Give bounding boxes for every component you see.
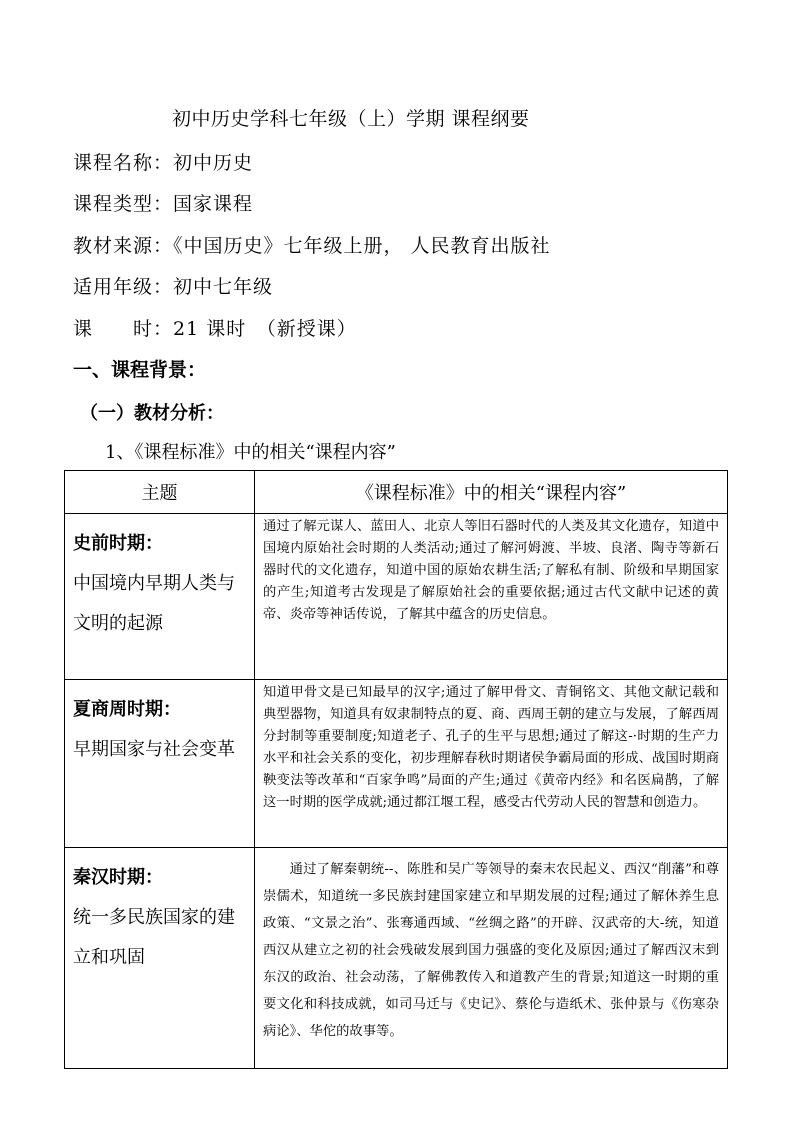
topic-label: 早期国家与社会变革 [73,739,235,760]
table-row [65,680,728,848]
curriculum-table [64,470,728,1069]
table-row [65,848,728,1069]
topic-cell [65,848,255,1069]
table-row [65,514,728,680]
content-cell: 知道甲骨文是已知最早的汉字;通过了解甲骨文、青铜铭文、其他文献记载和典型器物，知道具有奴隶制特点的夏、商、西周王朝的建立与发展，了解西周分封制等重要制度;知道老子、孔子的生平与思想;通过了解这-·时期的生产力水平和社会关系的变化，初步理解春秋时期诸侯争霸局面的形成、战国时期商鞅变法等改革和“百家争鸣”局面的产生;通过《黄帝内经》和名医扁鹊，了解这一时期的医学成就;通过都江堰工程，感受古代劳动人民的智慧和创造力。 [255,680,728,848]
topic-label: 统一多民族国家的建立和巩固 [73,907,235,968]
section-heading-curriculum-content: 1、《课程标准》中的相关“课程内容” [105,442,396,463]
course-name-line: 课程名称：初中历史 [73,152,254,174]
table-header-row [65,471,728,514]
hours-line: 课 时：21 课时 （新授课） [73,318,357,340]
header-content: 《课程标准》中的相关“课程内容” [255,471,728,514]
page-title: 初中历史学科七年级（上）学期 课程纲要 [172,108,530,130]
period-label: 夏商周时期： [73,699,181,720]
grade-line: 适用年级：初中七年级 [73,276,274,298]
topic-label: 中国境内早期人类与文明的起源 [73,573,235,634]
content-cell: 通过了解元谋人、蓝田人、北京人等旧石器时代的人类及其文化遗存，知道中国境内原始社会时期的人类活动;通过了解河姆渡、半坡、良渚、陶寺等新石器时代的文化遗存，知道中国的原始农耕生活;了解私有制、阶级和早期国家的产生;知道考古发现是了解原始社会的重要依据;通过古代文献中记述的黄帝、炎帝等神话传说，了解其中蕴含的历史信息。 [255,514,728,680]
content-cell: 通过了解秦朝统--、陈胜和吴广等领导的秦末农民起义、西汉“削藩”和尊崇儒术，知道统一多民族封建国家建立和早期发展的过程;通过了解休养生息政策、“文景之治”、张骞通西域、“丝绸之路”的开辟、汉武帝的大-统，知道西汉从建立之初的社会残破发展到国力强盛的变化及原因;通过了解西汉末到东汉的政治、社会动荡，了解佛教传入和道教产生的背景;知道这一时期的重要文化和科技成就，如司马迁与《史记》、蔡伦与造纸术、张仲景与《伤寒杂病论》、华佗的故事等。 [255,848,728,1069]
course-type-line: 课程类型：国家课程 [73,193,254,215]
period-label: 秦汉时期： [73,867,163,888]
header-topic: 主题 [65,471,255,514]
topic-cell [65,514,255,680]
period-label: 史前时期： [73,533,163,554]
section-heading-background: 一、课程背景： [73,359,207,381]
textbook-line: 教材来源：《中国历史》七年级上册， 人民教育出版社 [73,235,551,257]
section-heading-textbook-analysis: （一）教材分析： [80,403,224,424]
topic-cell [65,680,255,848]
